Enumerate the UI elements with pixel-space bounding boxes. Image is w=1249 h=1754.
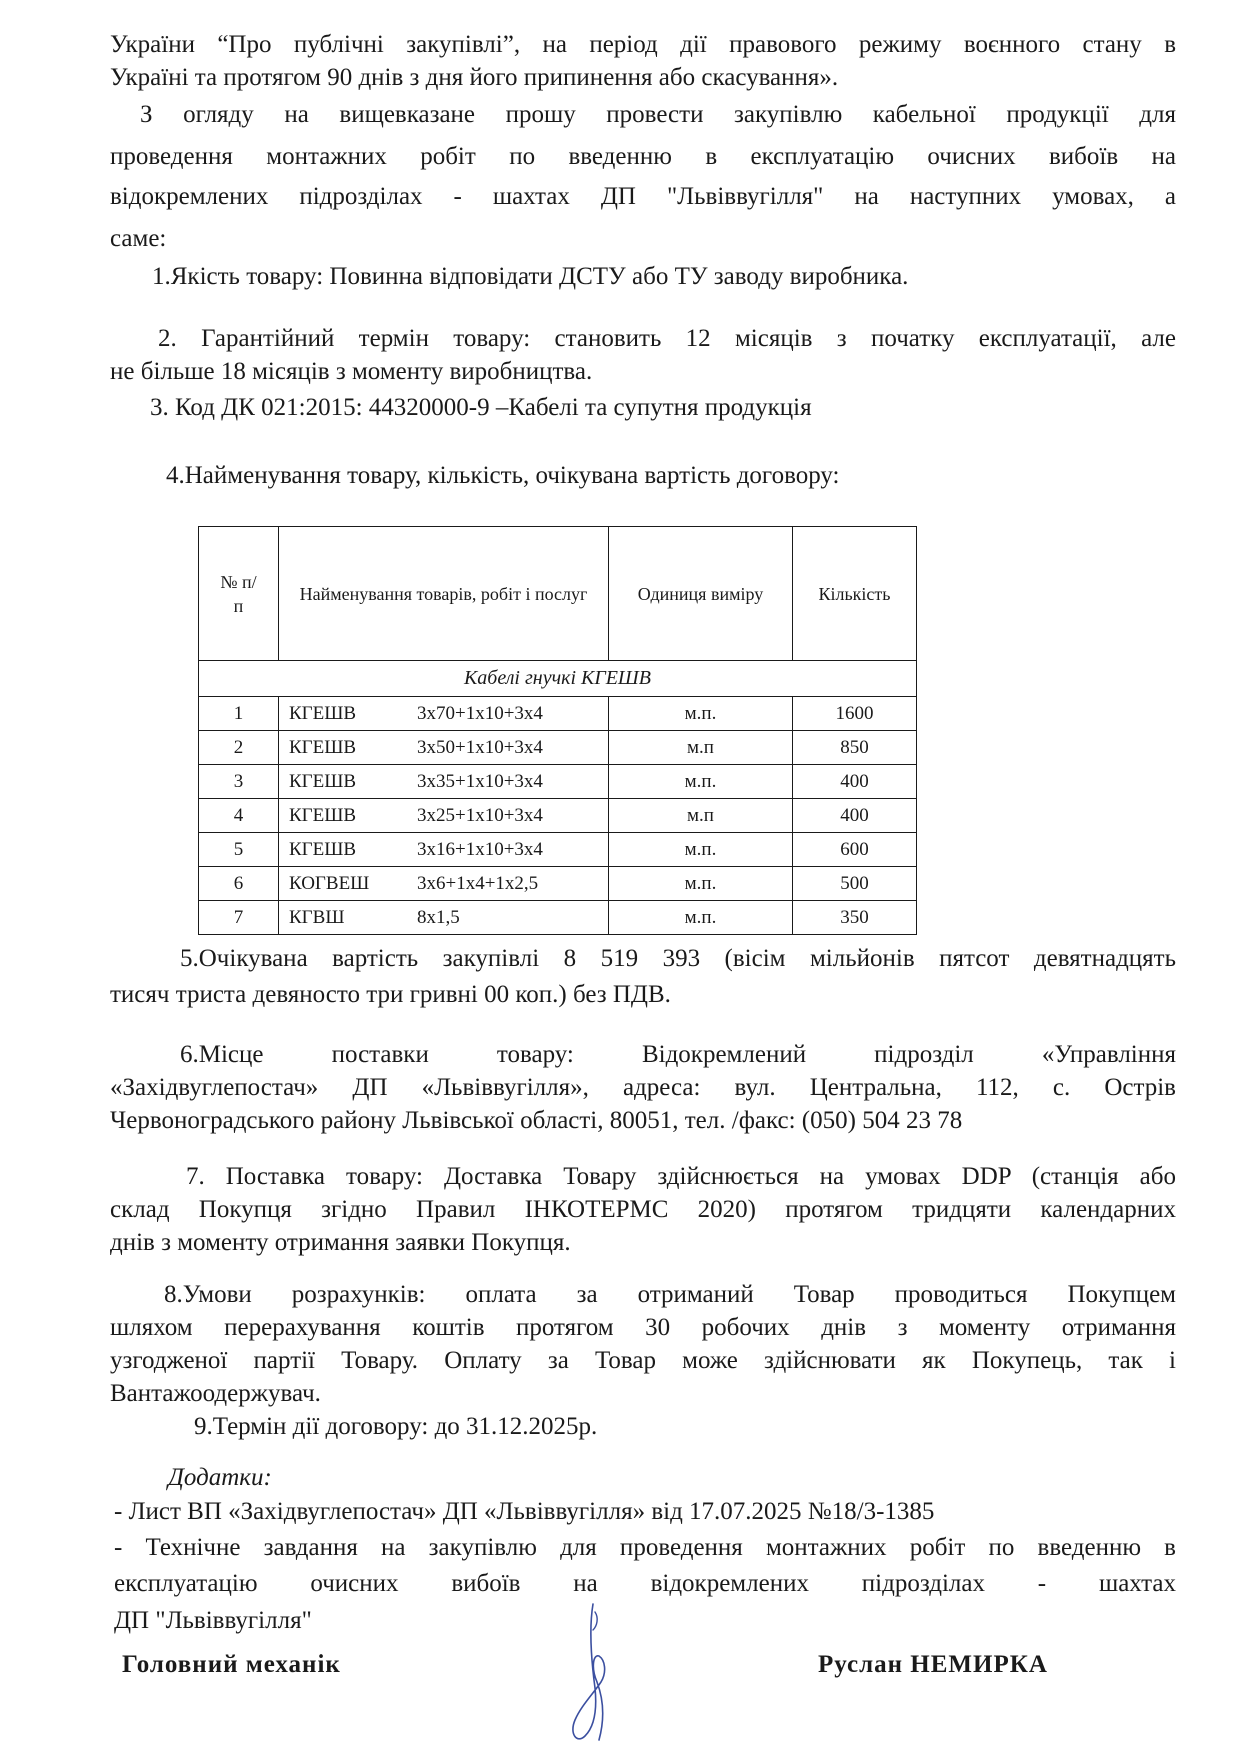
item-warranty-line-2: не більше 18 місяців з моменту виробництва. — [110, 358, 593, 385]
term-delivery-line-2: склад Покупця згідно Правил ІНКОТЕРМС 2020) протягом тридцяти календарних — [110, 1196, 1176, 1223]
row-number: 6 — [199, 867, 279, 901]
row-number: 5 — [199, 833, 279, 867]
row-name — [279, 867, 609, 901]
attachments-title: Додатки: — [168, 1464, 272, 1491]
row-unit: м.п — [609, 799, 793, 833]
term-contract-period: 9.Термін дії договору: до 31.12.2025р. — [194, 1413, 598, 1440]
row-number: 7 — [199, 901, 279, 935]
row-number: 1 — [199, 697, 279, 731]
item-goods-heading: 4.Найменування товару, кількість, очікувана вартість договору: — [166, 462, 840, 489]
paragraph-line-1: З огляду на вищевказане прошу провести закупівлю кабельної продукції для — [140, 101, 1176, 128]
row-spec: 3х6+1х4+1х2,5 — [417, 872, 539, 894]
row-number: 2 — [199, 731, 279, 765]
row-spec: 8х1,5 — [417, 906, 460, 928]
table-group-row — [199, 661, 917, 697]
row-name — [279, 901, 609, 935]
header-quantity: Кількість — [793, 527, 917, 661]
row-name — [279, 731, 609, 765]
row-spec: 3х25+1х10+3х4 — [417, 804, 543, 826]
row-number: 4 — [199, 799, 279, 833]
term-payment-line-3: узгодженої партії Товару. Оплату за Товар може здійснювати як Покупець, так і — [110, 1347, 1176, 1374]
attachment-spec-line-1: - Технічне завдання на закупівлю для проведення монтажних робіт по введенню в — [114, 1534, 1176, 1561]
row-brand: КГЕШВ — [289, 702, 357, 724]
signatory-position: Головний механік — [122, 1651, 341, 1678]
row-name — [279, 799, 609, 833]
term-payment-line-1: 8.Умови розрахунків: оплата за отриманий Товар проводиться Покупцем — [164, 1281, 1176, 1308]
row-unit: м.п. — [609, 765, 793, 799]
table-row — [199, 799, 917, 833]
table-header-row — [199, 527, 917, 661]
paragraph-line-3: відокремлених підрозділах - шахтах ДП "Львіввугілля" на наступних умовах, а — [110, 183, 1176, 210]
row-brand: КГЕШВ — [289, 838, 357, 860]
row-name — [279, 697, 609, 731]
row-quantity: 400 — [793, 799, 917, 833]
goods-table — [198, 526, 917, 935]
intro-line-1: України “Про публічні закупівлі”, на період дії правового режиму воєнного стану в — [110, 31, 1176, 58]
row-quantity: 350 — [793, 901, 917, 935]
row-spec: 3х70+1х10+3х4 — [417, 702, 543, 724]
row-unit: м.п. — [609, 697, 793, 731]
row-name — [279, 833, 609, 867]
term-cost-line-2: тисяч триста девяносто три гривні 00 коп.) без ПДВ. — [110, 981, 671, 1008]
row-brand: КГЕШВ — [289, 770, 357, 792]
header-unit: Одиниця виміру — [609, 527, 793, 661]
term-payment-line-2: шляхом перерахування коштів протягом 30 робочих днів з моменту отримання — [110, 1314, 1176, 1341]
item-dk-code: 3. Код ДК 021:2015: 44320000-9 –Кабелі та супутня продукція — [150, 394, 812, 421]
term-delivery-line-1: 7. Поставка товару: Доставка Товару здійснюється на умовах DDP (станція або — [186, 1163, 1176, 1190]
table-row — [199, 867, 917, 901]
group-title: Кабелі гнучкі КГЕШВ — [199, 661, 917, 697]
term-payment-line-4: Вантажоодержувач. — [110, 1380, 321, 1407]
table-row — [199, 731, 917, 765]
row-spec: 3х35+1х10+3х4 — [417, 770, 543, 792]
row-unit: м.п. — [609, 833, 793, 867]
term-cost-line-1: 5.Очікувана вартість закупівлі 8 519 393 (вісім мільйонів пятсот девятнадцять — [180, 945, 1176, 972]
table-row — [199, 697, 917, 731]
row-unit: м.п. — [609, 901, 793, 935]
paragraph-line-4: саме: — [110, 225, 167, 252]
row-brand: КГВШ — [289, 906, 345, 928]
header-name: Найменування товарів, робіт і послуг — [279, 527, 609, 661]
row-quantity: 400 — [793, 765, 917, 799]
attachment-spec-line-2: експлуатацію очисних вибоїв на відокремлених підрозділах - шахтах — [114, 1570, 1176, 1597]
item-quality: 1.Якість товару: Повинна відповідати ДСТУ або ТУ заводу виробника. — [152, 263, 909, 290]
table-row — [199, 833, 917, 867]
row-quantity: 1600 — [793, 697, 917, 731]
paragraph-line-2: проведення монтажних робіт по введенню в експлуатацію очисних вибоїв на — [110, 143, 1176, 170]
row-name — [279, 765, 609, 799]
row-unit: м.п. — [609, 867, 793, 901]
row-brand: КГЕШВ — [289, 736, 357, 758]
signatory-name: Руслан НЕМИРКА — [818, 1651, 1048, 1678]
header-number: № п/п — [199, 527, 279, 661]
row-quantity: 850 — [793, 731, 917, 765]
row-unit: м.п — [609, 731, 793, 765]
row-number: 3 — [199, 765, 279, 799]
item-warranty-line-1: 2. Гарантійний термін товару: становить 12 місяців з початку експлуатації, але — [158, 325, 1176, 352]
row-quantity: 600 — [793, 833, 917, 867]
table-row — [199, 765, 917, 799]
row-spec: 3х50+1х10+3х4 — [417, 736, 543, 758]
table-row — [199, 901, 917, 935]
handwritten-signature — [555, 1598, 625, 1748]
row-spec: 3х16+1х10+3х4 — [417, 838, 543, 860]
term-delivery-line-3: днів з моменту отримання заявки Покупця. — [110, 1229, 571, 1256]
intro-line-2: Україні та протягом 90 днів з дня його припинення або скасування». — [110, 64, 839, 91]
term-place-line-1: 6.Місце поставки товару: Відокремлений підрозділ «Управління — [180, 1041, 1176, 1068]
row-brand: КОГВЕШ — [289, 872, 370, 894]
attachment-spec-line-3: ДП "Львіввугілля" — [114, 1607, 312, 1634]
term-place-line-3: Червоноградського району Львівської області, 80051, тел. /факс: (050) 504 23 78 — [110, 1107, 963, 1134]
attachment-letter: - Лист ВП «Західвуглепостач» ДП «Львіввугілля» від 17.07.2025 №18/3-1385 — [114, 1498, 935, 1525]
term-place-line-2: «Західвуглепостач» ДП «Львіввугілля», адреса: вул. Центральна, 112, с. Острів — [110, 1074, 1176, 1101]
row-quantity: 500 — [793, 867, 917, 901]
row-brand: КГЕШВ — [289, 804, 357, 826]
